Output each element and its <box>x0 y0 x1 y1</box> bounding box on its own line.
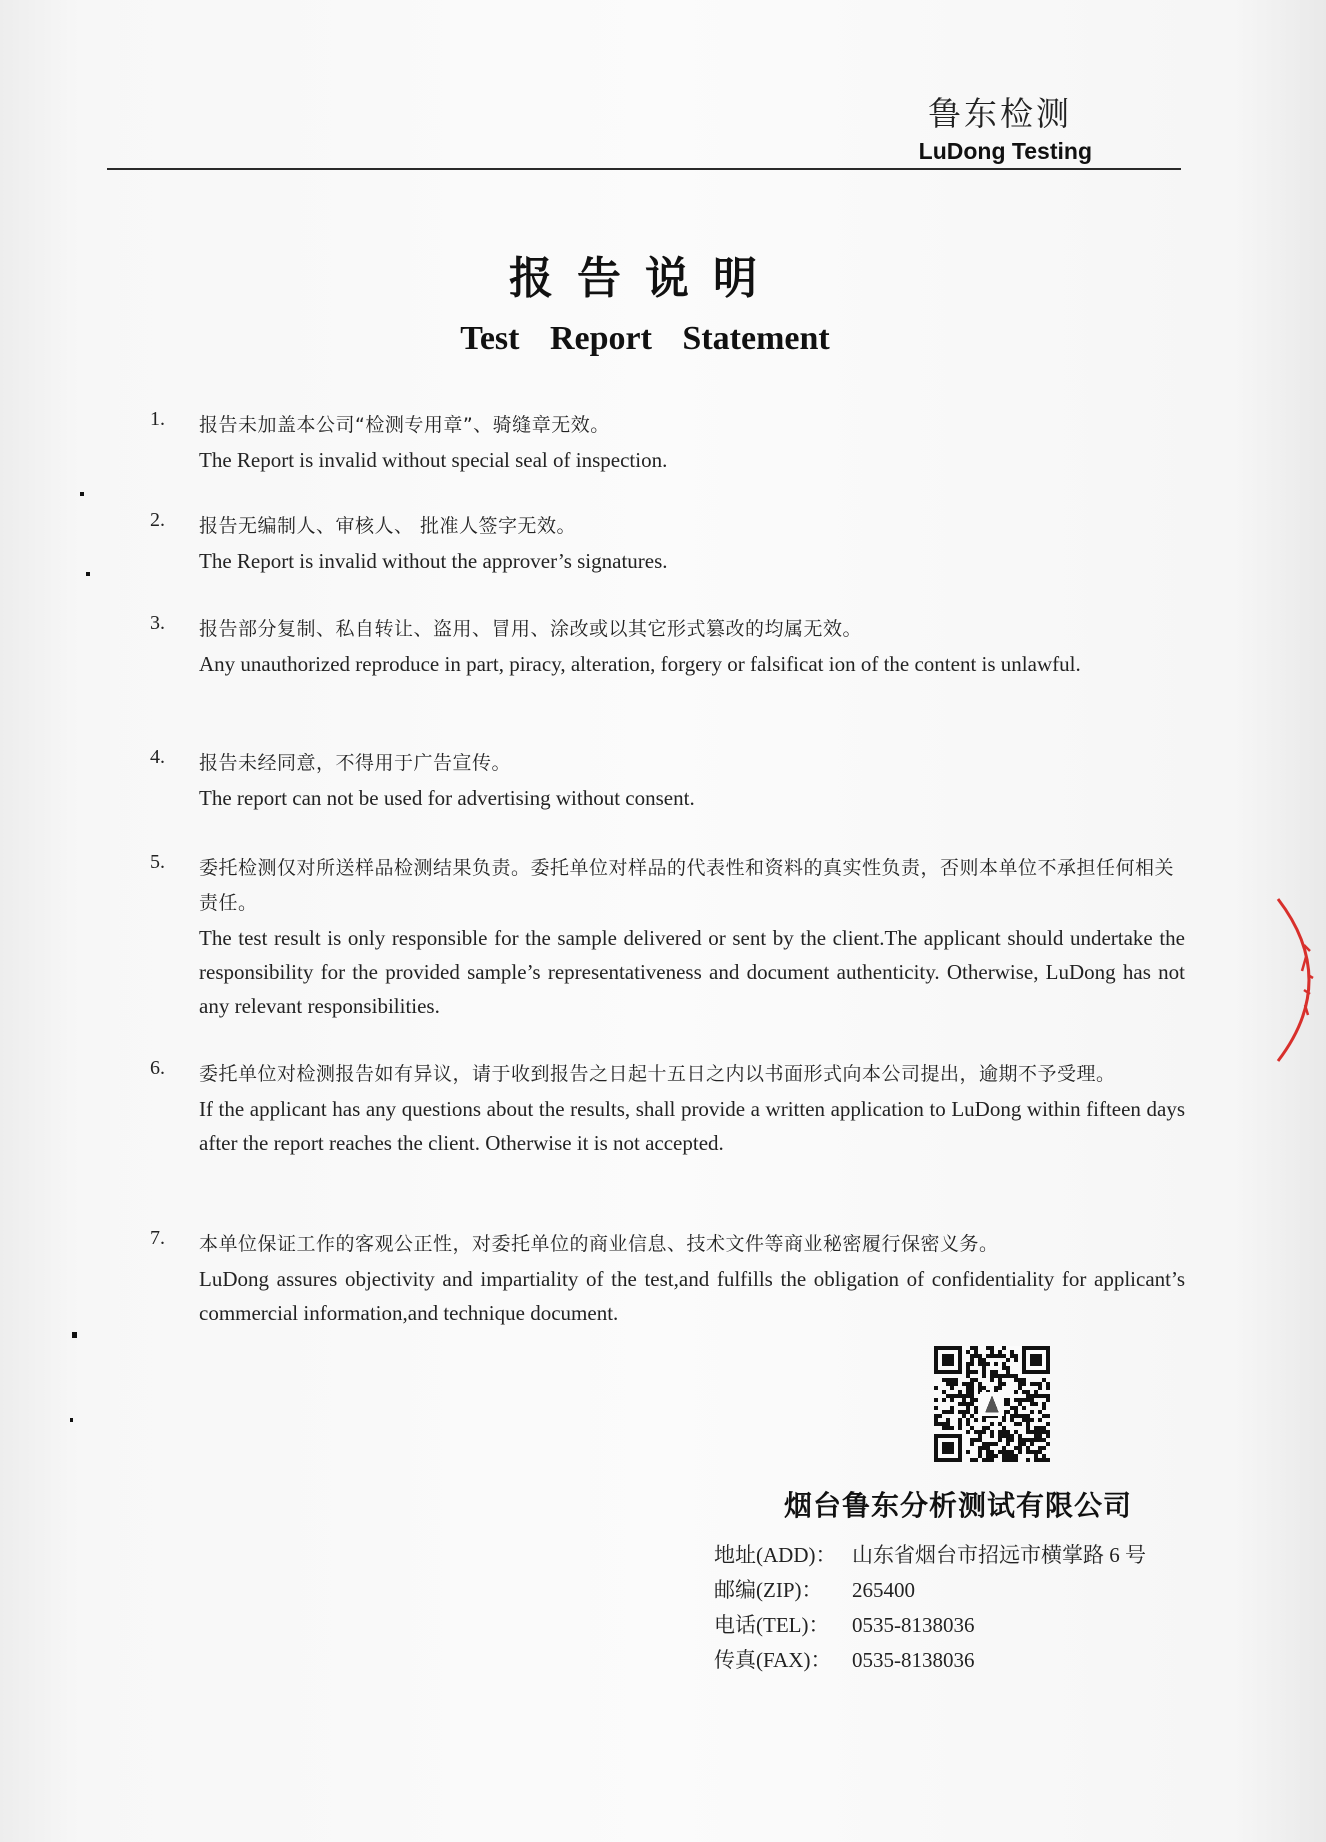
contact-label: 邮编(ZIP)： <box>714 1578 823 1602</box>
statement-item-2 <box>150 509 1185 578</box>
contact-value: 山东省烟台市招远市横掌路 6 号 <box>852 1543 1146 1567</box>
item-number: 2. <box>150 509 165 531</box>
contact-row-zip <box>714 1573 1146 1608</box>
contact-row-fax <box>714 1643 1146 1678</box>
item-text-chinese: 委托检测仅对所送样品检测结果负责。委托单位对样品的代表性和资料的真实性负责，否则本单位不承担任何相关责任。 <box>199 857 1175 914</box>
item-number: 7. <box>150 1227 165 1249</box>
statement-item-1 <box>150 408 1185 477</box>
scan-speck <box>70 1418 73 1422</box>
company-name: 烟台鲁东分析测试有限公司 <box>784 1489 1133 1522</box>
item-text-chinese: 本单位保证工作的客观公正性，对委托单位的商业信息、技术文件等商业秘密履行保密义务。 <box>199 1233 999 1255</box>
item-text-chinese: 报告未经同意，不得用于广告宣传。 <box>199 752 512 774</box>
statement-item-6 <box>150 1057 1185 1160</box>
statement-item-4 <box>150 746 1185 815</box>
item-text-chinese: 报告无编制人、审核人、 批准人签字无效。 <box>199 515 577 537</box>
scan-speck <box>80 492 84 496</box>
contact-row-telephone <box>714 1608 1146 1643</box>
red-seal-fragment <box>1270 895 1326 1065</box>
header-logo-english: LuDong Testing <box>918 138 1092 164</box>
scan-speck <box>72 1332 77 1338</box>
item-text-english: The test result is only responsible for the sample delivered or sent by the client.The applicant should undertake the responsibility for the provided sample’s representativeness and document authenticity. Otherwise, LuDong has not any relevant responsibilities. <box>199 926 1185 1018</box>
contact-label: 传真(FAX)： <box>714 1648 832 1672</box>
contact-block <box>714 1538 1146 1678</box>
statement-item-5 <box>150 851 1185 1023</box>
item-number: 4. <box>150 746 165 768</box>
item-number: 3. <box>150 612 165 634</box>
item-text-english: The report can not be used for advertising without consent. <box>199 786 695 810</box>
item-text-english: The Report is invalid without the approver’s signatures. <box>199 549 668 573</box>
item-text-chinese: 委托单位对检测报告如有异议，请于收到报告之日起十五日之内以书面形式向本公司提出，逾期不予受理。 <box>199 1063 1116 1085</box>
item-number: 1. <box>150 408 165 430</box>
item-number: 6. <box>150 1057 165 1079</box>
item-number: 5. <box>150 851 165 873</box>
header-logo-chinese: 鲁东检测 <box>928 94 1072 133</box>
item-text-english: The Report is invalid without special seal of inspection. <box>199 448 668 472</box>
contact-label: 地址(ADD)： <box>714 1543 837 1567</box>
item-text-english: LuDong assures objectivity and impartiality of the test,and fulfills the obligation of confidentiality for applicant’s commercial information,and technique document. <box>199 1267 1185 1325</box>
item-text-english: Any unauthorized reproduce in part, piracy, alteration, forgery or falsificat ion of the content is unlawful. <box>199 652 1081 676</box>
item-text-chinese: 报告部分复制、私自转让、盗用、冒用、涂改或以其它形式篡改的均属无效。 <box>199 618 863 640</box>
contact-value: 265400 <box>852 1578 915 1602</box>
statement-item-3 <box>150 612 1185 681</box>
contact-value: 0535-8138036 <box>852 1613 975 1637</box>
title-english: Test Report Statement <box>460 320 830 357</box>
item-text-chinese: 报告未加盖本公司“检测专用章”、骑缝章无效。 <box>199 414 610 436</box>
qr-code-image <box>934 1346 1050 1462</box>
contact-row-address <box>714 1538 1146 1573</box>
title-chinese: 报告说明 <box>509 253 781 304</box>
scan-speck <box>86 572 90 576</box>
contact-value: 0535-8138036 <box>852 1648 975 1672</box>
header-divider <box>107 168 1181 170</box>
statement-item-7 <box>150 1227 1185 1330</box>
item-text-english: If the applicant has any questions about the results, shall provide a written application to LuDong within fifteen days after the report reaches the client. Otherwise it is not accepted. <box>199 1097 1185 1155</box>
contact-label: 电话(TEL)： <box>714 1613 830 1637</box>
